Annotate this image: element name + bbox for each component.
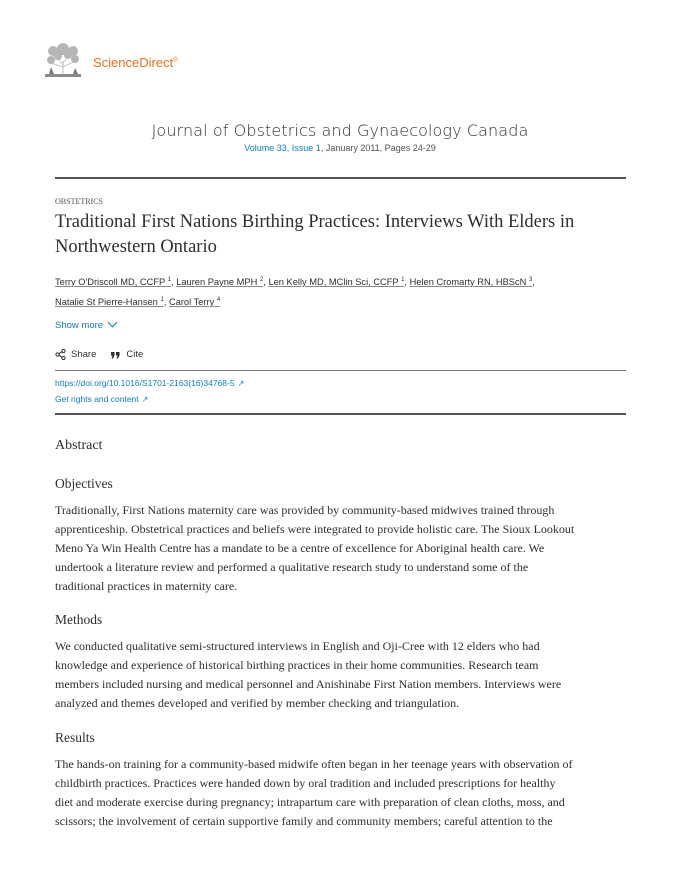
external-link-icon: ↗ [141,395,149,404]
paragraph-line: analyzed and themes developed and verified by member checking and triangulation. [55,696,460,710]
brand-name: ScienceDirect [93,55,174,70]
results-heading: Results [55,730,95,745]
objectives-heading: Objectives [55,476,113,491]
article-section-label: OBSTETRICS [55,197,104,206]
methods-paragraph [55,637,630,713]
elsevier-tree-logo[interactable] [43,43,83,79]
author-link[interactable]: Helen Cromarty RN, HBScN $^3$ [409,277,533,288]
paragraph-line: We conducted qualitative semi-structured interviews in English and Oji-Cree with 12 elders who had [55,639,540,653]
author-link[interactable]: Lauren Payne MPH $^2$ [176,277,264,288]
header-divider [55,177,626,179]
external-link-icon: ↗ [237,379,245,388]
paragraph-line: undertook a literature review and performed a qualitative research study to understand some of the [55,560,529,574]
author-link[interactable]: Terry O'Driscoll MD, CCFP $^1$ [55,277,172,288]
share-icon [55,349,66,360]
issue-line [0,143,680,153]
author-link[interactable]: Natalie St Pierre-Hansen $^1$ [55,297,164,308]
paragraph-line: traditional practices in maternity care. [55,579,238,593]
doi-link[interactable] [55,378,244,388]
sciencedirect-brand[interactable] [93,55,178,70]
brand-mark: ® [173,57,178,64]
article-title: Traditional First Nations Birthing Practices: Interviews With Elders in Northwestern Ontario [55,212,575,257]
author-link[interactable]: Len Kelly MD, MClin Sci, CCFP $^1$ [268,277,405,288]
quote-icon [110,349,121,360]
paragraph-line: Meno Ya Win Health Centre has a mandate to be a centre of excellence for Aboriginal health care. We [55,541,545,555]
share-button[interactable] [55,349,96,360]
rights-text: Get rights and content [55,394,139,404]
doi-top-divider [55,370,626,371]
cite-button[interactable] [110,349,143,360]
paragraph-line: Traditionally, First Nations maternity care was provided by community-based midwives trained through [55,503,555,517]
show-more-label: Show more [55,320,104,331]
journal-title[interactable]: Journal of Obstetrics and Gynaecology Canada [151,121,529,140]
methods-heading: Methods [55,612,103,627]
doi-text: https://doi.org/10.1016/S1701-2163(16)34768-5 [55,378,235,388]
share-label: Share [71,349,97,360]
paragraph-line: apprenticeship. Obstetrical practices and beliefs were integrated to provide holistic care. The Sioux Lookout [55,522,575,536]
results-paragraph [55,755,630,831]
paragraph-line: members included nursing and medical personnel and Anishinabe First Nation members. Interviews were [55,677,562,691]
cite-label: Cite [126,349,144,360]
author-list: Terry O'Driscoll MD, CCFP $^1$, Lauren Payne MPH $^2$, Len Kelly MD, MClin Sci, CCFP $^1$, Helen Cromarty RN, HBScN $^3$, Natalie St Pierre-Hansen $^1$, Carol Terry $^4$ [55,277,535,308]
objectives-paragraph [55,501,630,596]
rights-link[interactable] [55,394,148,404]
paragraph-line: knowledge and experience of historical birthing practices in their home communities. Research team [55,658,539,672]
show-more-button[interactable] [55,320,116,331]
doi-bottom-divider [55,413,626,415]
issue-details: , January 2011, Pages 24-29 [320,143,436,153]
article-actions [55,349,157,360]
paragraph-line: The hands-on training for a community-based midwife often began in her teenage years with observation of [55,757,573,771]
paragraph-line: scissors; the involvement of certain supportive family and community members; careful attention to the [55,814,553,828]
paragraph-line: childbirth practices. Practices were handed down by oral tradition and included prescriptions for healthy [55,776,556,790]
abstract-heading: Abstract [55,438,103,453]
paragraph-line: diet and moderate exercise during pregnancy; intrapartum care with preparation of clean cloths, moss, and [55,795,565,809]
chevron-down-icon [108,318,118,328]
author-link[interactable]: Carol Terry $^4$ [168,297,221,308]
issue-link[interactable]: Volume 33, Issue 1 [244,143,321,153]
